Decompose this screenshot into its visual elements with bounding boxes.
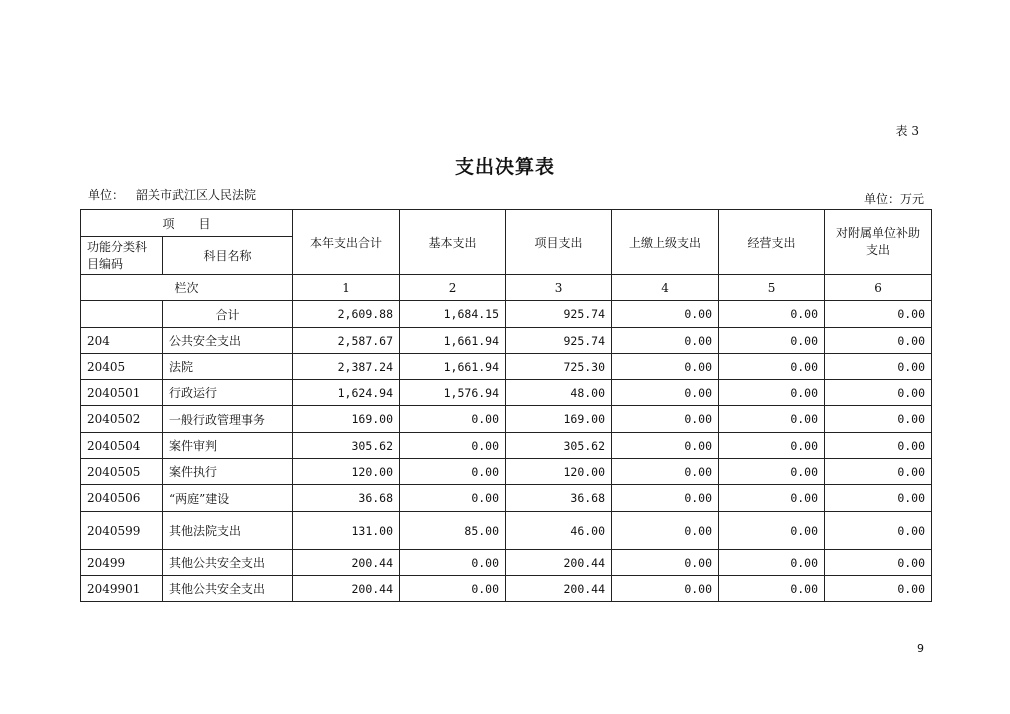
table-row: [81, 576, 932, 602]
cell-value: 0.00: [825, 354, 932, 380]
row-code: 20499: [81, 550, 163, 576]
table-row: [81, 485, 932, 512]
cell-value: 0.00: [825, 550, 932, 576]
cell-value: 0.00: [719, 550, 825, 576]
cell-value: 120.00: [506, 459, 612, 485]
row-name: 行政运行: [163, 380, 293, 406]
cell-value: 120.00: [293, 459, 400, 485]
cell-value: 0.00: [719, 301, 825, 328]
project-group-header: 项 目: [81, 210, 293, 237]
col-header-total: 本年支出合计: [293, 210, 400, 275]
cell-value: 0.00: [825, 328, 932, 354]
cell-value: 0.00: [719, 406, 825, 433]
table-row: [81, 433, 932, 459]
cell-value: 2,587.67: [293, 328, 400, 354]
row-code: 2040506: [81, 485, 163, 512]
cell-value: 0.00: [719, 485, 825, 512]
cell-value: 1,576.94: [400, 380, 506, 406]
table-row: [81, 354, 932, 380]
row-name: 案件审判: [163, 433, 293, 459]
cell-value: 305.62: [293, 433, 400, 459]
col-header-remit: 上缴上级支出: [612, 210, 719, 275]
cell-value: 169.00: [293, 406, 400, 433]
cell-value: 0.00: [612, 485, 719, 512]
cell-value: 48.00: [506, 380, 612, 406]
org-name: 韶关市武江区人民法院: [136, 188, 257, 202]
cell-value: 200.44: [293, 576, 400, 602]
col-header-project: 项目支出: [506, 210, 612, 275]
row-code: 204: [81, 328, 163, 354]
row-name: “两庭”建设: [163, 485, 293, 512]
table-row: [81, 406, 932, 433]
cell-value: 0.00: [612, 301, 719, 328]
cell-value: 0.00: [825, 406, 932, 433]
row-code: 2040505: [81, 459, 163, 485]
currency-unit: 单位：万元: [863, 192, 924, 206]
cell-value: 200.44: [506, 550, 612, 576]
table-row: [81, 512, 932, 550]
row-code: 2049901: [81, 576, 163, 602]
index-number: 5: [719, 275, 825, 301]
cell-value: 0.00: [612, 512, 719, 550]
row-name: 公共安全支出: [163, 328, 293, 354]
index-number: 3: [506, 275, 612, 301]
cell-value: 0.00: [825, 459, 932, 485]
cell-value: 36.68: [293, 485, 400, 512]
cell-value: 36.68: [506, 485, 612, 512]
col-header-basic: 基本支出: [400, 210, 506, 275]
row-name: 法院: [163, 354, 293, 380]
cell-value: 200.44: [506, 576, 612, 602]
cell-value: 0.00: [719, 380, 825, 406]
cell-value: 925.74: [506, 301, 612, 328]
row-code: [81, 301, 163, 328]
index-number: 1: [293, 275, 400, 301]
cell-value: 305.62: [506, 433, 612, 459]
cell-value: 46.00: [506, 512, 612, 550]
cell-value: 200.44: [293, 550, 400, 576]
cell-value: 0.00: [612, 406, 719, 433]
cell-value: 0.00: [400, 485, 506, 512]
index-number: 4: [612, 275, 719, 301]
cell-value: 0.00: [400, 406, 506, 433]
table-row: [81, 328, 932, 354]
cell-value: 1,624.94: [293, 380, 400, 406]
cell-value: 0.00: [825, 576, 932, 602]
cell-value: 0.00: [612, 328, 719, 354]
cell-value: 0.00: [719, 433, 825, 459]
cell-value: 925.74: [506, 328, 612, 354]
table-row: [81, 301, 932, 328]
cell-value: 169.00: [506, 406, 612, 433]
cell-value: 0.00: [719, 576, 825, 602]
row-code: 2040502: [81, 406, 163, 433]
cell-value: 0.00: [612, 433, 719, 459]
cell-value: 0.00: [719, 512, 825, 550]
row-code: 20405: [81, 354, 163, 380]
cell-value: 0.00: [612, 550, 719, 576]
cell-value: 0.00: [612, 380, 719, 406]
cell-value: 2,387.24: [293, 354, 400, 380]
cell-value: 131.00: [293, 512, 400, 550]
cell-value: 0.00: [612, 354, 719, 380]
row-code: 2040599: [81, 512, 163, 550]
row-name: 合计: [163, 301, 293, 328]
cell-value: 0.00: [825, 485, 932, 512]
cell-value: 0.00: [825, 433, 932, 459]
index-number: 6: [825, 275, 932, 301]
table-row: [81, 459, 932, 485]
cell-value: 0.00: [400, 459, 506, 485]
col-header-operating: 经营支出: [719, 210, 825, 275]
reporting-unit: [88, 186, 256, 203]
page-title: 支出决算表: [454, 156, 555, 178]
cell-value: 0.00: [612, 459, 719, 485]
col-header-subsidy: 对附属单位补助支出: [825, 210, 932, 275]
cell-value: 0.00: [400, 433, 506, 459]
row-name: 案件执行: [163, 459, 293, 485]
index-number: 2: [400, 275, 506, 301]
cell-value: 0.00: [612, 576, 719, 602]
row-name: 其他公共安全支出: [163, 550, 293, 576]
row-name: 其他法院支出: [163, 512, 293, 550]
page-number: 9: [917, 642, 924, 655]
cell-value: 0.00: [719, 459, 825, 485]
col-header-name: 科目名称: [163, 237, 293, 275]
cell-value: 0.00: [400, 576, 506, 602]
cell-value: 0.00: [825, 512, 932, 550]
row-name: 其他公共安全支出: [163, 576, 293, 602]
cell-value: 725.30: [506, 354, 612, 380]
cell-value: 1,661.94: [400, 354, 506, 380]
cell-value: 1,661.94: [400, 328, 506, 354]
cell-value: 0.00: [825, 301, 932, 328]
table-number: 表 3: [895, 124, 919, 138]
expenditure-table: [80, 209, 932, 602]
row-name: 一般行政管理事务: [163, 406, 293, 433]
unit-label: 单位：: [88, 188, 125, 202]
cell-value: 0.00: [400, 550, 506, 576]
index-label: 栏次: [81, 275, 293, 301]
table-row: [81, 380, 932, 406]
cell-value: 2,609.88: [293, 301, 400, 328]
cell-value: 0.00: [719, 328, 825, 354]
cell-value: 1,684.15: [400, 301, 506, 328]
cell-value: 0.00: [719, 354, 825, 380]
table-row: [81, 550, 932, 576]
cell-value: 0.00: [825, 380, 932, 406]
row-code: 2040501: [81, 380, 163, 406]
row-code: 2040504: [81, 433, 163, 459]
col-header-code: 功能分类科目编码: [81, 237, 163, 275]
cell-value: 85.00: [400, 512, 506, 550]
